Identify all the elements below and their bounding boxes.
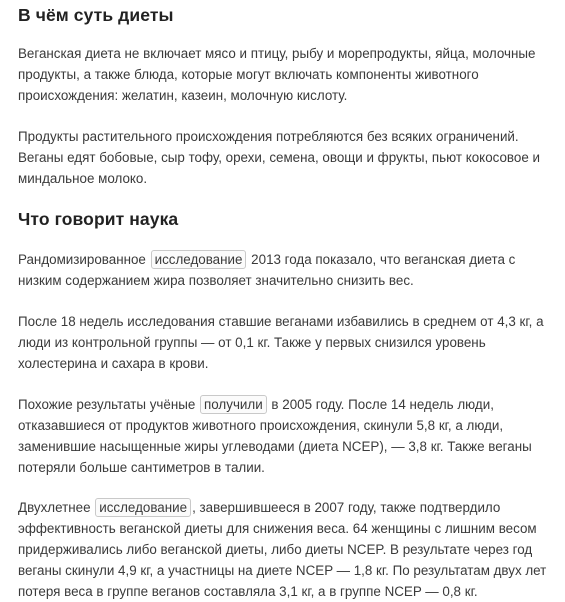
section-heading-diet-essence: В чём суть диеты [18, 5, 174, 25]
text-fragment: Двухлетнее [18, 500, 95, 515]
study-link-2007[interactable]: исследование [95, 498, 191, 517]
study-link-2005[interactable]: получили [200, 395, 267, 414]
paragraph-diet-exclusions: Веганская диета не включает мясо и птицу, рыбу и морепродукты, яйца, молочные продукты, а также блюда, которые могут включать компоненты животного происхождения: желатин, казеин, молочную кислоту. [18, 46, 536, 103]
paragraph-study-results: После 18 недель исследования ставшие веганами избавились в среднем от 4,3 кг, а люди из контрольной группы — от 0,1 кг. Также у первых снизился уровень холестерина и сахара в крови. [18, 314, 544, 371]
section-heading-science: Что говорит наука [18, 209, 179, 229]
study-link-2013[interactable]: исследование [151, 250, 247, 269]
text-fragment: , завершившееся в 2007 году, также подтвердило эффективность веганской диеты для снижения веса. 64 женщины с лишним весом придерживались либо веганской диеты, либо диеты NCEP. В результате через год веганы скинули 4,9 кг, а участницы на диете NCEP — 1,8 кг. По результатам двух лет потеря веса в группе веганов составляла 3,1 кг, а в группе NCEP — 0,8 кг. [18, 500, 547, 599]
text-fragment: Рандомизированное [18, 252, 150, 267]
paragraph-study-2007 [18, 497, 553, 602]
paragraph-plant-products: Продукты растительного происхождения потребляются без всяких ограничений. Веганы едят бобовые, сыр тофу, орехи, семена, овощи и фрукты, пьют кокосовое и миндальное молоко. [18, 129, 540, 186]
paragraph-study-2005 [18, 394, 553, 478]
paragraph-study-2013 [18, 249, 553, 291]
text-fragment: 2013 года показало, что веганская диета с низким содержанием жира позволяет значительно снизить вес. [18, 252, 516, 288]
text-fragment: в 2005 году. После 14 недель люди, отказавшиеся от продуктов животного происхождения, скинули 5,8 кг, а люди, заменившие насыщенные жиры углеводами (диета NCEP), — 3,8 кг. Также веганы потеряли больше сантиметров в талии. [18, 397, 532, 475]
text-fragment: Похожие результаты учёные [18, 397, 200, 412]
